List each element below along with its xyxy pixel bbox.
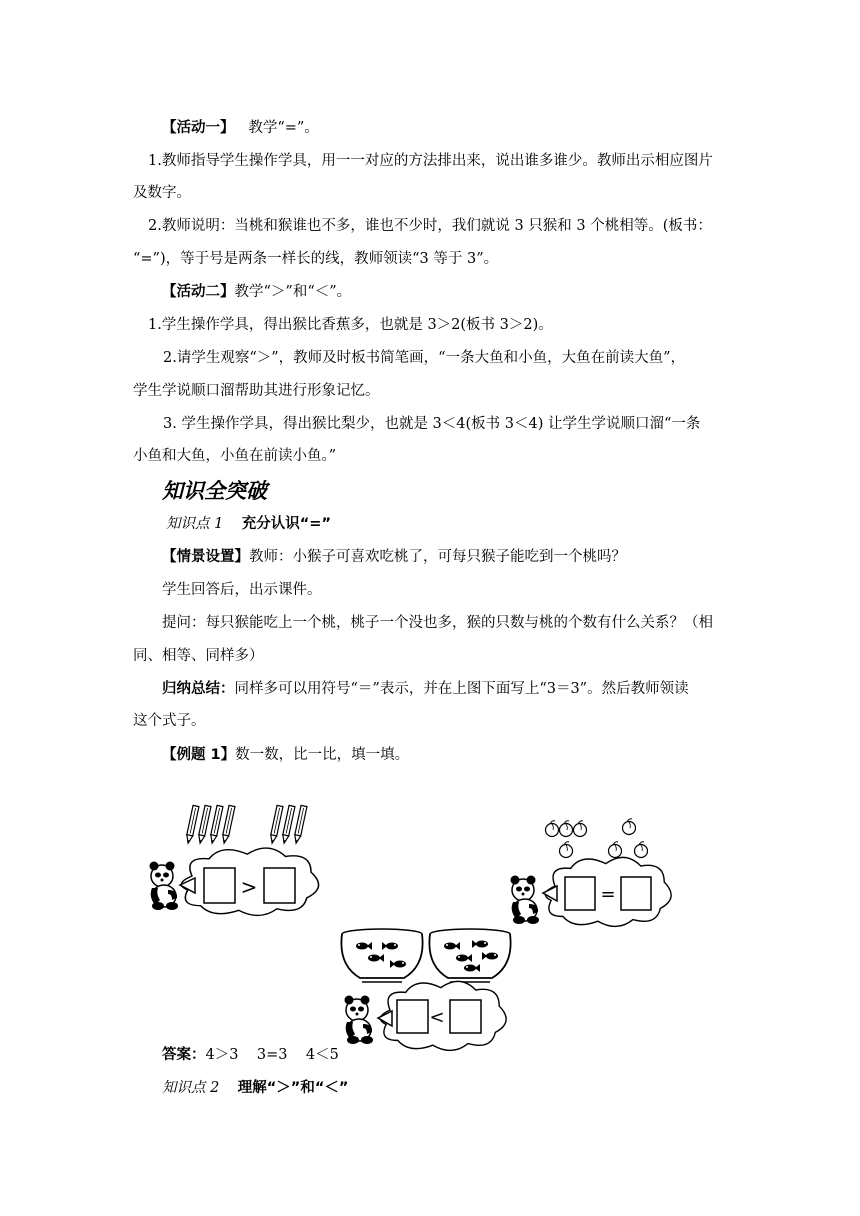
activity1-title: 教学“=”。: [248, 120, 319, 136]
kp1-summary-text: 同样多可以用符号“＝”表示，并在上图下面写上“3＝3”。然后教师领读: [234, 681, 689, 697]
kp1-summary-tag: 归纳总结：: [162, 681, 235, 697]
activity2-p2-line1: 2.请学生观察“＞”，教师及时板书简笔画，“一条大鱼和小鱼，大鱼在前读大鱼”，: [163, 350, 685, 366]
thought-cloud-lt: [378, 981, 506, 1050]
fish-bowl-left: [341, 929, 422, 982]
thought-cloud-eq: [543, 857, 671, 926]
kp1-scene-tag: 【情景设置】: [162, 549, 249, 565]
answer-label: 答案：: [162, 1047, 206, 1063]
kp1-title: 充分认识“=”: [241, 516, 331, 532]
example1-text: 数一数，比一比，填一填。: [235, 747, 410, 763]
activity1-p2-line1: 2.教师说明：当桃和猴谁也不多，谁也不少时，我们就说 3 只猴和 3 个桃相等。(板书：: [148, 218, 712, 234]
activity1-p1-line1: 1.教师指导学生操作学具，用一一对应的方法排出来，说出谁多谁少。教师出示相应图片: [148, 153, 713, 169]
pencil-group-right: [269, 805, 307, 843]
activity1-p1-line2: 及数字。: [133, 185, 191, 201]
activity1-tag: 【活动一】: [162, 120, 235, 136]
answer: [162, 1045, 339, 1065]
answer-text: 4＞3 3=3 4＜5: [205, 1047, 339, 1063]
symbol-less: <: [429, 1007, 445, 1028]
kp1-summary-line2: 这个式子。: [133, 713, 206, 729]
activity2-p1: 1.学生操作学具，得出猴比香蕉多，也就是 3＞2(板书 3＞2)。: [148, 317, 553, 333]
thought-cloud-gt: [180, 848, 319, 915]
activity2-tag: 【活动二】: [162, 284, 235, 300]
kp1-scene-text: 教师：小猴子可喜欢吃桃了，可每只猴子能吃到一个桃吗？: [249, 549, 626, 565]
activity2-p2-line2: 学生学说顺口溜帮助其进行形象记忆。: [133, 383, 380, 399]
peach-group: [546, 819, 648, 858]
kp2-heading: [162, 1078, 348, 1098]
symbol-greater: >: [240, 875, 258, 899]
pencil-group-left: [185, 805, 235, 843]
fish-bowl-right: [429, 929, 510, 982]
example1-tag: 【例题 1】: [162, 747, 236, 763]
panda-icon: [345, 996, 374, 1045]
activity2-p3-line1: 3. 学生操作学具，得出猴比梨少，也就是 3＜4(板书 3＜4) 让学生学说顺口溜“一条: [163, 416, 701, 432]
kp2-label: 知识点 2: [162, 1080, 220, 1096]
panda-icon: [150, 862, 179, 911]
activity2-p3-line2: 小鱼和大鱼，小鱼在前读小鱼。”: [133, 448, 337, 464]
kp1-question-line1: 提问：每只猴能吃上一个桃，桃子一个没也多，猴的只数与桃的个数有什么关系？（相: [162, 615, 713, 631]
kp1-line2: 学生回答后，出示课件。: [162, 582, 322, 598]
kp2-title: 理解“＞”和“＜”: [237, 1080, 349, 1096]
symbol-equal: =: [600, 884, 616, 905]
panda-icon: [511, 876, 540, 925]
kp1-question-line2: 同、相等、同样多）: [133, 648, 264, 664]
section-title: 知识全突破: [162, 479, 267, 503]
activity2-title: 教学“＞”和“＜”。: [234, 284, 352, 300]
kp1-label: 知识点 1: [166, 516, 224, 532]
activity1-p2-line2: “=”)，等于号是两条一样长的线，教师领读“3 等于 3”。: [133, 251, 499, 267]
